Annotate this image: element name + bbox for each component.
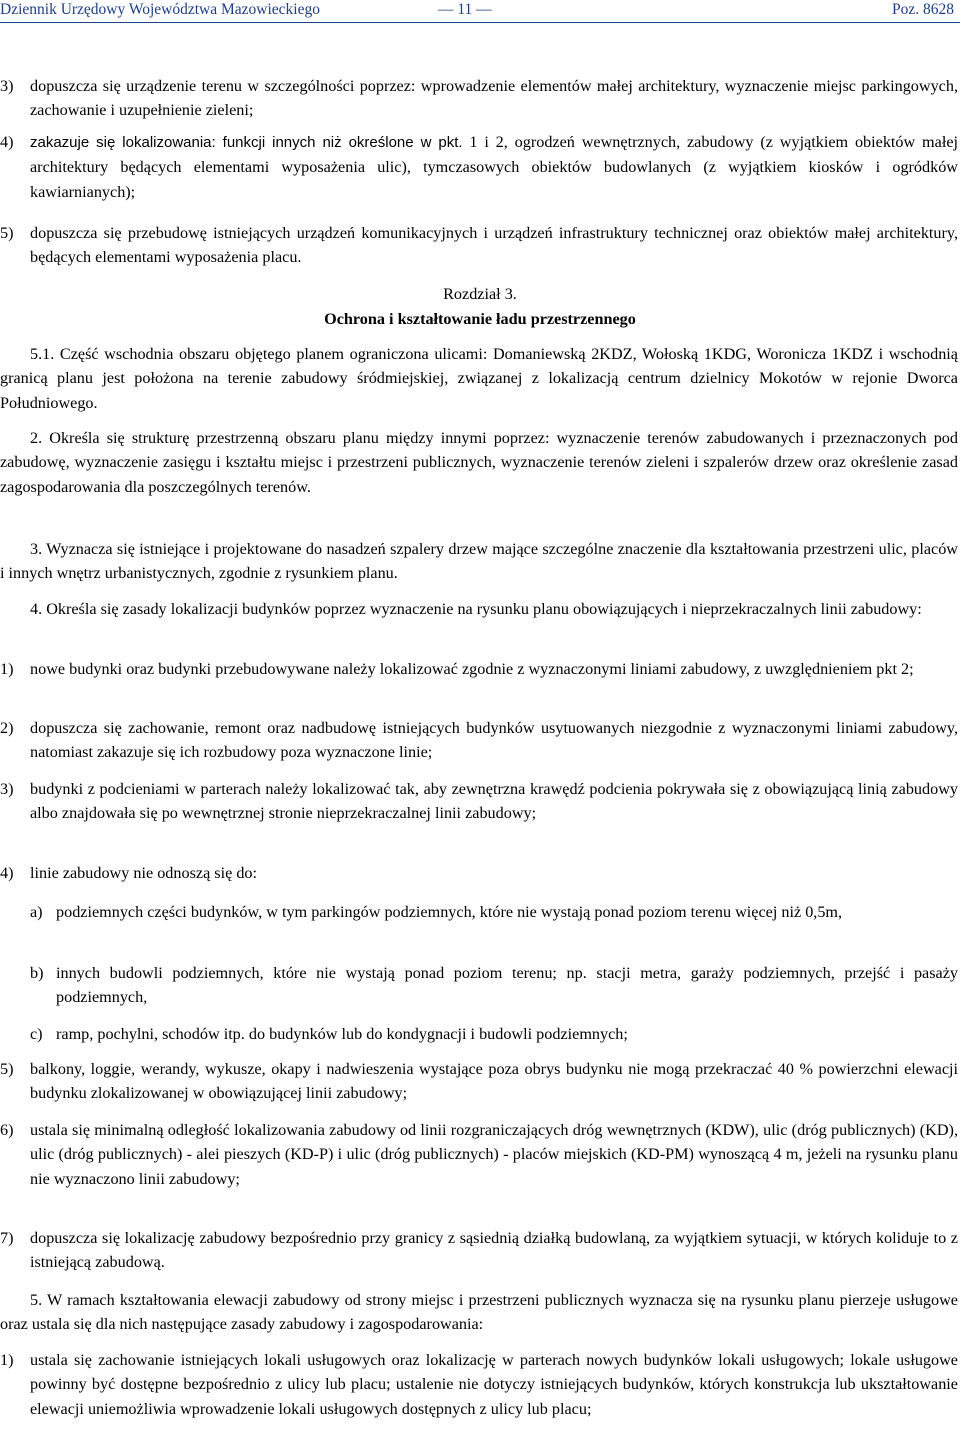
chapter-title: Ochrona i kształtowanie ładu przestrzennego (324, 310, 636, 328)
list-item (0, 1348, 958, 1421)
item-number: 3) (0, 780, 14, 798)
list-item (0, 1057, 958, 1106)
sub-list-item (30, 900, 958, 924)
item-text: ustala się zachowanie istniejących lokali usługowych oraz lokalizację w parterach nowych budynków lokali usługowych; lokale usługowe powinny być dostępne bezpośrednio z ulicy lub placu; ustalenie nie dotyczy istniejących budynków, których konstrukcja lub ukształtowanie elewacji uniemożliwia wprowadzenie lokali usługowych dostępnych z ulicy lub placu; (30, 1351, 958, 1418)
journal-name: Dziennik Urzędowy Województwa Mazowieckiego (0, 1, 320, 18)
list-item (0, 221, 958, 270)
item-text: budynki z podcieniami w parterach należy lokalizować tak, aby zewnętrzna krawędź podcienia pokrywała się z obowiązującą linią zabudowy albo znajdowała się po wewnętrznej stronie nieprzekraczalnej linii zabudowy; (30, 780, 958, 823)
sub-list-item (30, 1022, 958, 1046)
item-text (30, 130, 958, 204)
item-number: 4) (0, 864, 14, 882)
item-number: 5) (0, 1060, 14, 1078)
paragraph: 4. Określa się zasady lokalizacji budynków poprzez wyznaczenie na rysunku planu obowiązujących i nieprzekraczalnych linii zabudowy: (30, 600, 922, 618)
page-number: — 11 — (438, 1, 492, 18)
paragraph: 5.1. Część wschodnia obszaru objętego planem ograniczona ulicami: Domaniewską 2KDZ, Wołoską 1KDG, Woronicza 1KDZ i wschodnią granicą planu jest położona na terenie zabudowy śródmiejskiej, związanej z lokalizacją centrum dzielnicy Mokotów w rejonie Dworca Południowego. (0, 345, 958, 412)
item-number: 2) (0, 719, 14, 737)
item-text: dopuszcza się urządzenie terenu w szczególności poprzez: wprowadzenie elementów małej architektury, wyznaczenie miejsc parkingowych, zachowanie i uzupełnienie zieleni; (30, 77, 958, 120)
item-number: 1) (0, 660, 14, 678)
list-item (0, 74, 958, 123)
page-header (0, 0, 960, 23)
item-number: 5) (0, 224, 14, 242)
item-text: linie zabudowy nie odnoszą się do: (30, 864, 258, 882)
list-item (0, 777, 958, 826)
list-item (0, 716, 958, 765)
item-text: nowe budynki oraz budynki przebudowywane należy lokalizować zgodnie z wyznaczonymi liniami zabudowy, z uwzględnieniem pkt 2; (30, 660, 914, 678)
sub-item-letter: c) (30, 1025, 43, 1043)
item-text: ustala się minimalną odległość lokalizowania zabudowy od linii rozgraniczających dróg wewnętrznych (KDW), ulic (dróg publicznych) (KD), ulic (dróg publicznych) - alei pieszych (KD-P) i ulic (dróg publicznych) - placów miejskich (KD-PM) wynoszącą 4 m, jeżeli na rysunku planu nie wyznaczono linii zabudowy; (30, 1121, 958, 1188)
item-text: balkony, loggie, werandy, wykusze, okapy i nadwieszenia wystające poza obrys budynku nie mogą przekraczać 40 % powierzchni elewacji budynku zlokalizowanej w obowiązującej linii zabudowy; (30, 1060, 958, 1103)
item-text-sans: zakazuje się lokalizowania: funkcji innych niż określone w pkt. (30, 134, 463, 151)
sub-item-text: innych budowli podziemnych, które nie wystają ponad poziom terenu; np. stacji metra, garaży podziemnych, przejść i pasaży podziemnych, (56, 964, 958, 1007)
sub-item-letter: a) (30, 903, 43, 921)
item-number: 6) (0, 1121, 14, 1139)
sub-item-letter: b) (30, 964, 44, 982)
paragraph: 3. Wyznacza się istniejące i projektowane do nasadzeń szpalery drzew mające szczególne znaczenie dla kształtowania przestrzeni ulic, placów i innych wnętrz urbanistycznych, zgodnie z rysunkiem planu. (0, 540, 958, 583)
item-text: dopuszcza się przebudowę istniejących urządzeń komunikacyjnych i urządzeń infrastruktury technicznej oraz obiektów małej architektury, będących elementami wyposażenia placu. (30, 224, 958, 267)
list-item (0, 130, 958, 204)
paragraph: 2. Określa się strukturę przestrzenną obszaru planu między innymi poprzez: wyznaczenie terenów zabudowanych i przeznaczonych pod zabudowę, wyznaczenie zasięgu i kształtu miejsc i przestrzeni publicznych, wyznaczenie terenów zieleni i szpalerów drzew oraz określenie zasad zagospodarowania dla poszczególnych terenów. (0, 429, 958, 496)
item-number: 1) (0, 1351, 14, 1369)
item-number: 4) (0, 133, 14, 151)
item-number: 7) (0, 1229, 14, 1247)
item-text: dopuszcza się lokalizację zabudowy bezpośrednio przy granicy z sąsiednią działką budowlaną, za wyjątkiem sytuacji, w których koliduje to z istniejącą zabudową. (30, 1229, 958, 1272)
item-text: dopuszcza się zachowanie, remont oraz nadbudowę istniejących budynków usytuowanych niezgodnie z wyznaczonymi liniami zabudowy, natomiast zakazuje się ich rozbudowy poza wyznaczone linie; (30, 719, 958, 762)
position-number: Poz. 8628 (892, 1, 954, 18)
sub-item-text: podziemnych części budynków, w tym parkingów podziemnych, które nie wystają ponad poziom terenu więcej niż 0,5m, (56, 903, 843, 921)
paragraph: 5. W ramach kształtowania elewacji zabudowy od strony miejsc i przestrzeni publicznych wyznacza się na rysunku planu pierzeje usługowe oraz ustala się dla nich następujące zasady zabudowy i zagospodarowania: (0, 1291, 958, 1334)
list-item (0, 657, 958, 681)
sub-list-item (30, 961, 958, 1010)
list-item (0, 1118, 958, 1191)
chapter-number: Rozdział 3. (443, 285, 517, 303)
sub-item-text: ramp, pochylni, schodów itp. do budynków lub do kondygnacji i budowli podziemnych; (56, 1025, 628, 1043)
item-text-rest: 1 i 2, ogrodzeń wewnętrznych, zabudowy (z wyjątkiem obiektów małej architektury będących elementami wyposażenia ulic), tymczasowych obiektów budowlanych (z wyjątkiem kiosków i ogródków kawiarnianych); (30, 133, 958, 201)
item-number: 3) (0, 77, 14, 95)
list-item (0, 1226, 958, 1275)
list-item (0, 861, 958, 885)
